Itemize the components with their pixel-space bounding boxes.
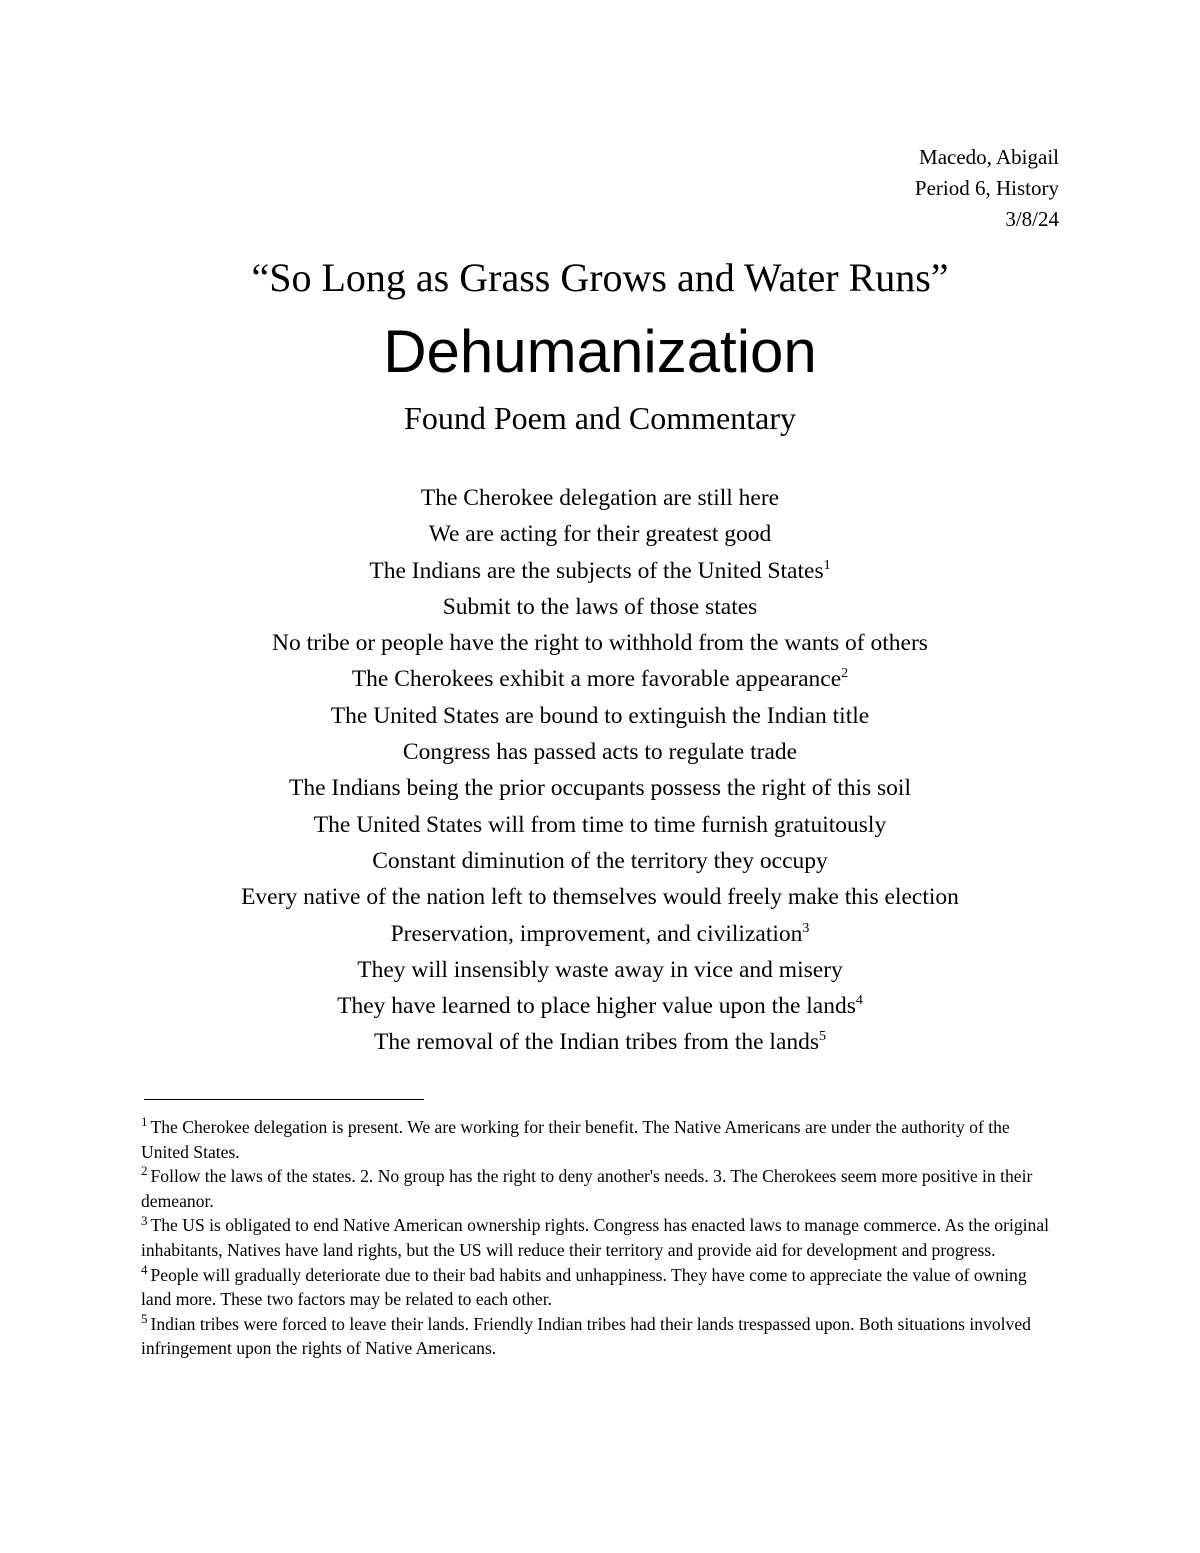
footnote-text: People will gradually deteriorate due to their bad habits and unhappiness. They have come to appreciate the value of owning land more. These two factors may be related to each other. bbox=[141, 1264, 1027, 1310]
footnote-reference[interactable]: 4 bbox=[855, 993, 863, 1009]
footnote-reference[interactable]: 1 bbox=[823, 557, 831, 573]
footnotes bbox=[141, 1115, 1061, 1361]
poem-line: The removal of the Indian tribes from the lands$^5$ bbox=[373, 1029, 827, 1056]
poem-line: Congress has passed acts to regulate trade bbox=[402, 739, 798, 766]
page-title: Dehumanization bbox=[383, 318, 817, 385]
poem bbox=[100, 480, 1100, 1061]
poem-line: Constant diminution of the territory they occupy bbox=[372, 847, 828, 874]
poem-line: The United States will from time to time furnish gratuitously bbox=[313, 811, 887, 838]
footnote bbox=[141, 1164, 1061, 1213]
page-subtitle: Found Poem and Commentary bbox=[404, 400, 796, 436]
footnote-text: Indian tribes were forced to leave their lands. Friendly Indian tribes had their lands trespassed upon. Both situations involved infringement upon the rights of Native Americans. bbox=[141, 1313, 1031, 1359]
poem-line: Preservation, improvement, and civilization$^3$ bbox=[390, 920, 810, 947]
footnote-number: 4 bbox=[141, 1261, 148, 1277]
footnote bbox=[141, 1213, 1061, 1262]
class-period: Period 6, History bbox=[914, 176, 1059, 200]
poem-line: The Cherokee delegation are still here bbox=[420, 485, 780, 511]
footnote-number: 3 bbox=[141, 1212, 148, 1228]
footnote bbox=[141, 1263, 1061, 1312]
footnote-reference[interactable]: 5 bbox=[819, 1029, 827, 1045]
student-name: Macedo, Abigail bbox=[919, 145, 1059, 169]
footnote-separator bbox=[144, 1099, 424, 1100]
poem-line: No tribe or people have the right to withhold from the wants of others bbox=[272, 630, 928, 657]
footnote-text: The Cherokee delegation is present. We are working for their benefit. The Native Americans are under the authority of the United States. bbox=[141, 1117, 1010, 1162]
footnote-number: 5 bbox=[141, 1310, 148, 1326]
poem-line: Every native of the nation left to themselves would freely make this election bbox=[241, 884, 959, 911]
poem-line: The Indians are the subjects of the United States$^1$ bbox=[369, 557, 831, 584]
footnote-reference[interactable]: 3 bbox=[802, 920, 810, 936]
footnote bbox=[141, 1312, 1061, 1361]
title-quote: “So Long as Grass Grows and Water Runs” bbox=[251, 255, 949, 300]
poem-line: We are acting for their greatest good bbox=[428, 521, 772, 548]
footnote-text: Follow the laws of the states. 2. No group has the right to deny another's needs. 3. The Cherokees seem more positive in their demeanor. bbox=[141, 1166, 1033, 1211]
poem-line: They have learned to place higher value upon the lands$^4$ bbox=[337, 993, 863, 1020]
footnote-number: 2 bbox=[141, 1163, 148, 1179]
poem-line: They will insensibly waste away in vice and misery bbox=[357, 956, 843, 983]
footnote bbox=[141, 1115, 1061, 1164]
poem-line: Submit to the laws of those states bbox=[442, 593, 758, 620]
poem-line: The Indians being the prior occupants possess the right of this soil bbox=[289, 775, 911, 802]
footnote-number: 1 bbox=[141, 1114, 148, 1130]
footnote-reference[interactable]: 2 bbox=[841, 666, 849, 682]
footnote-text: The US is obligated to end Native American ownership rights. Congress has enacted laws to manage commerce. As the original inhabitants, Natives have land rights, but the US will reduce their territory and provide aid for development and progress. bbox=[141, 1215, 1050, 1260]
document-date: 3/8/24 bbox=[1005, 207, 1059, 231]
header-block bbox=[915, 142, 1059, 235]
poem-line: The United States are bound to extinguish the Indian title bbox=[330, 702, 870, 729]
poem-line: The Cherokees exhibit a more favorable appearance$^2$ bbox=[351, 666, 849, 693]
